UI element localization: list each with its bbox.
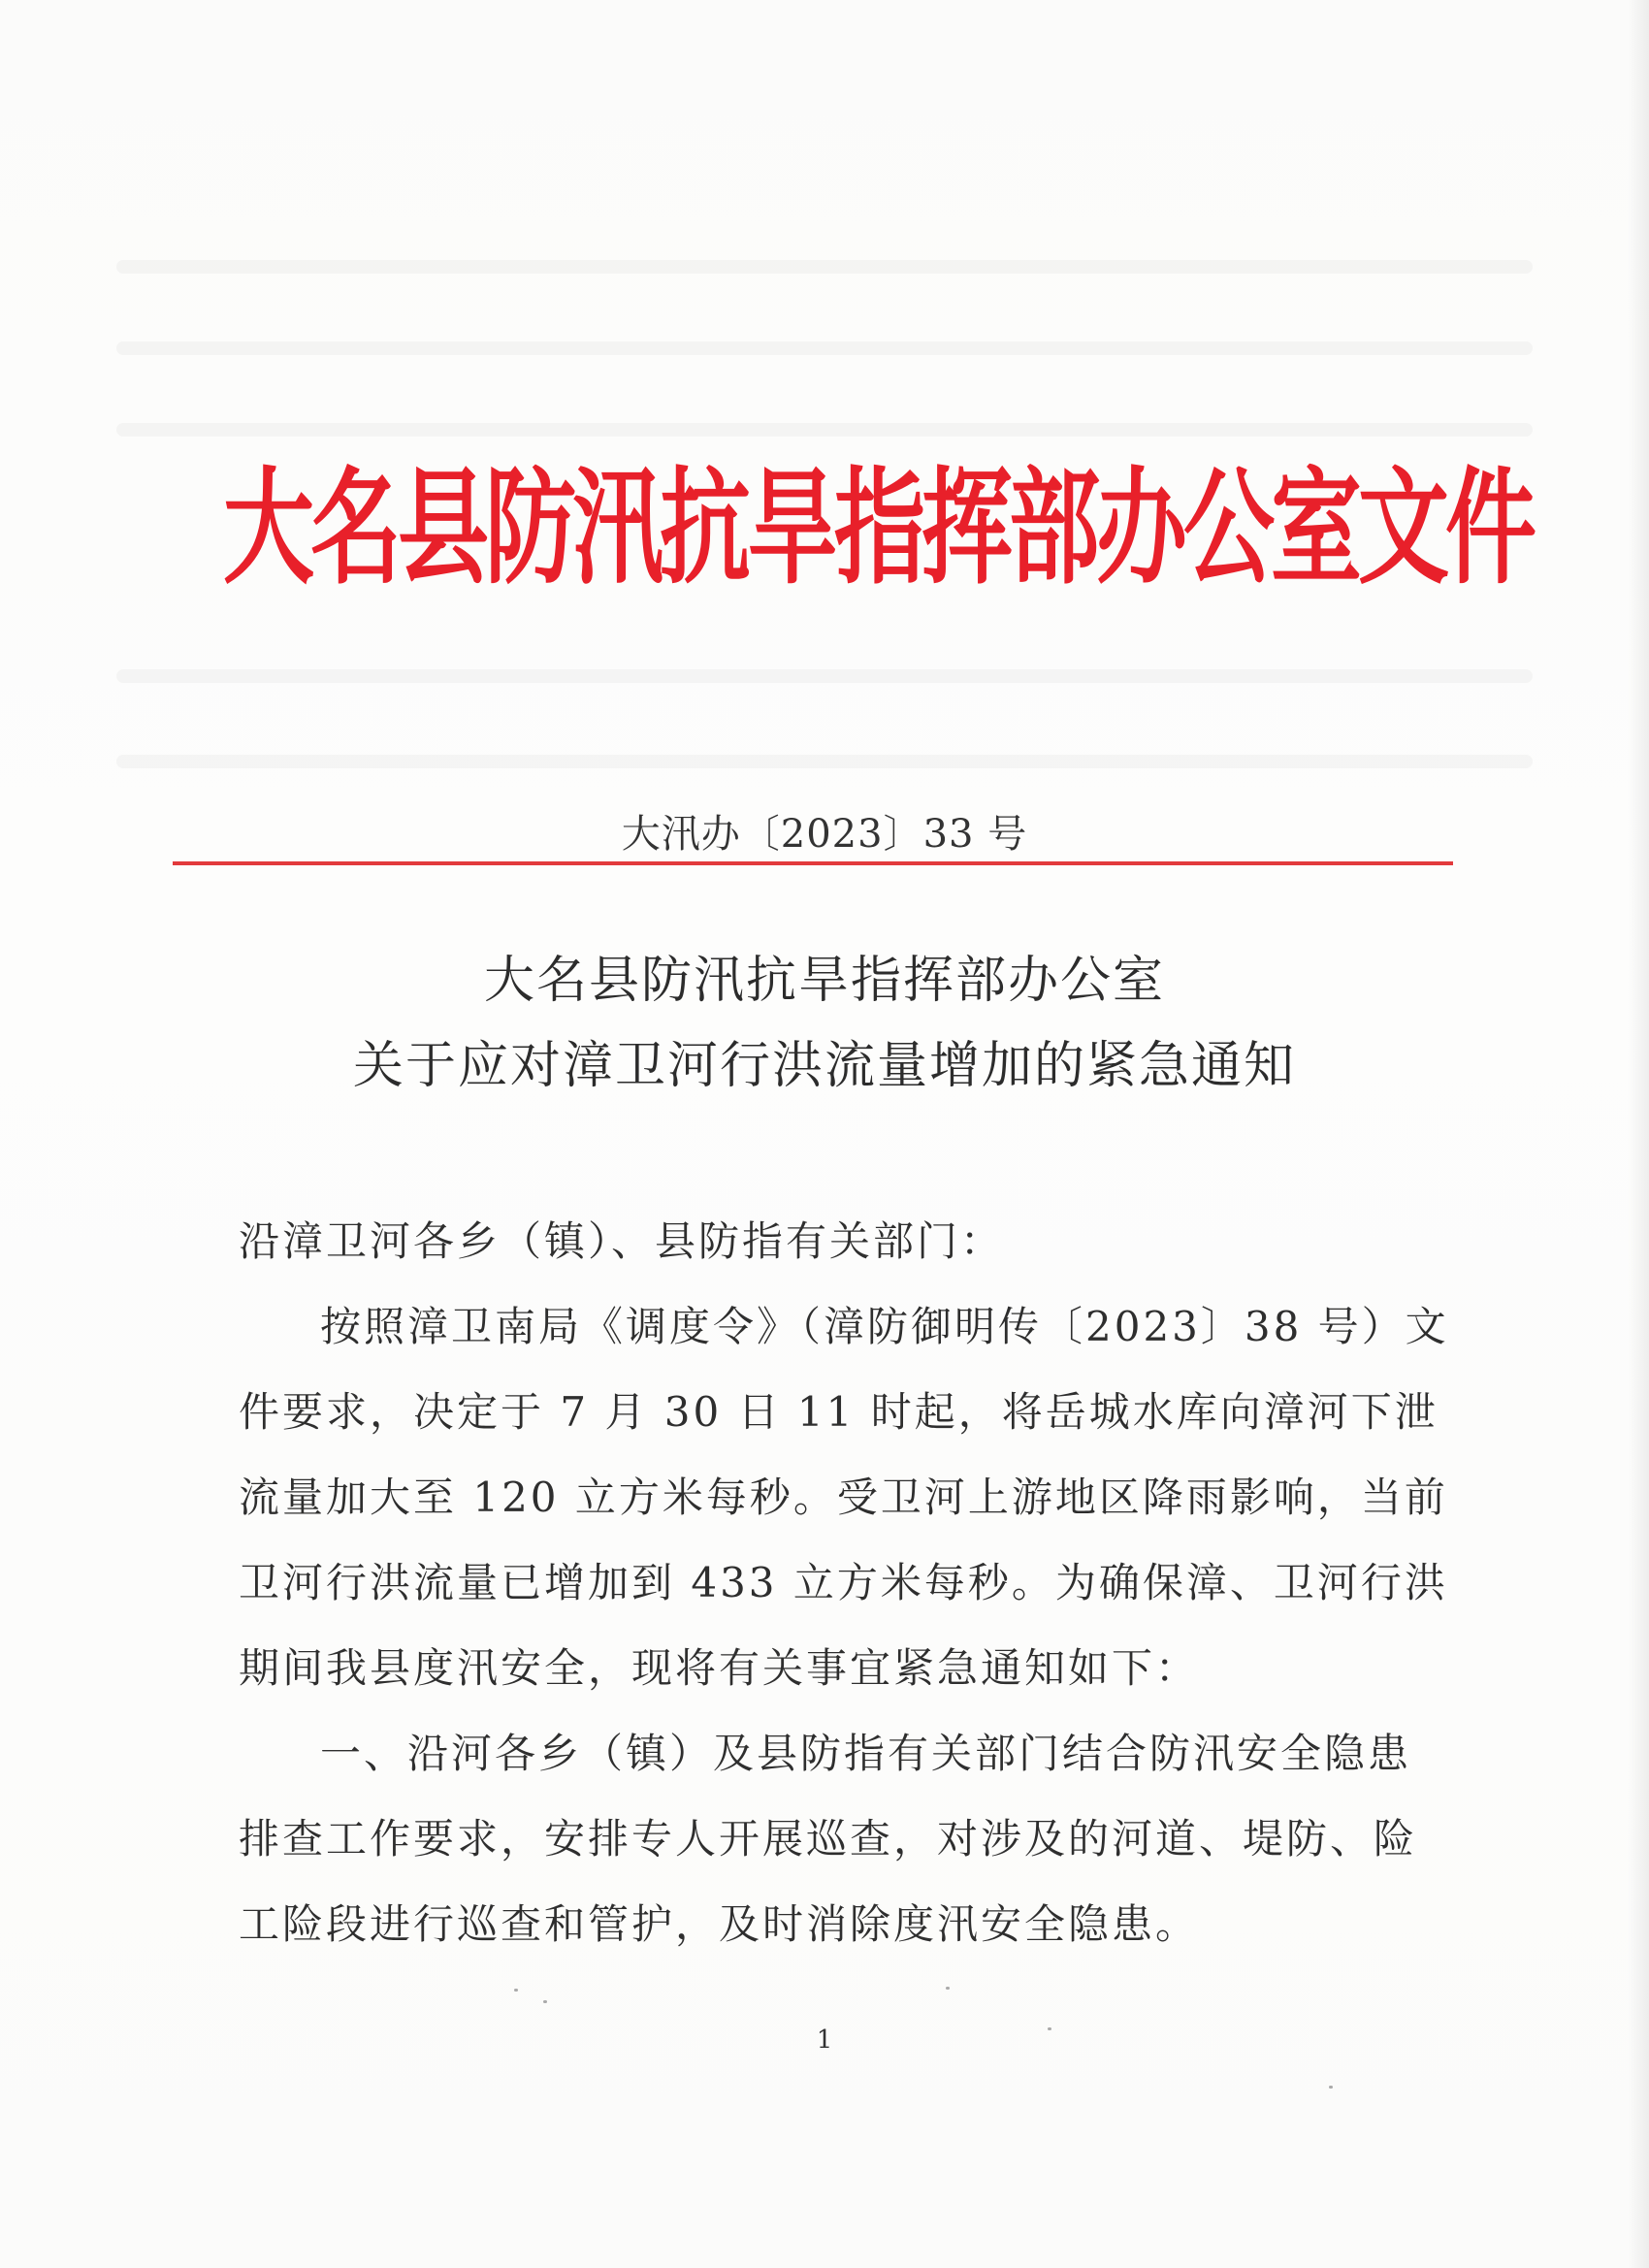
paragraph: 按照漳卫南局《调度令》（漳防御明传〔2023〕38 号）文件要求，决定于 7 月 30 日 11 时起，将岳城水库向漳河下泄流量加大至 120 立方米每秒。受卫河上游地区降雨影响，当前卫河行洪流量已增加到 433 立方米每秒。为确保漳、卫河行洪期间我县度汛安全，现将有关事宜紧急通知如下： — [239, 1303, 1449, 1692]
notice-title-line-2: 关于应对漳卫河行洪流量增加的紧急通知 — [352, 1037, 1296, 1095]
scan-speck — [946, 1987, 950, 1990]
salutation: 沿漳卫河各乡（镇）、县防指有关部门： — [239, 1217, 1005, 1265]
show-through-line — [116, 341, 1533, 355]
scan-speck — [1329, 2086, 1333, 2089]
notice-title-line-1: 大名县防汛抗旱指挥部办公室 — [483, 952, 1165, 1010]
document-number: 大汛办〔2023〕33 号 — [621, 812, 1028, 857]
paragraph: 一、沿河各乡（镇）及县防指有关部门结合防汛安全隐患排查工作要求，安排专人开展巡查，对涉及的河道、堤防、险工险段进行巡查和管护，及时消除度汛安全隐患。 — [239, 1730, 1418, 1948]
notice-body — [239, 1199, 1451, 1967]
red-divider-line — [173, 861, 1453, 865]
scan-speck — [514, 1989, 518, 1992]
show-through-line — [116, 260, 1533, 274]
masthead-title: 大名县防汛抗旱指挥部办公室文件 — [223, 455, 1534, 602]
scan-speck — [543, 2000, 547, 2003]
show-through-line — [116, 755, 1533, 768]
page-number: 1 — [816, 2025, 833, 2055]
scan-edge-shadow — [1628, 0, 1649, 2268]
show-through-line — [116, 669, 1533, 683]
